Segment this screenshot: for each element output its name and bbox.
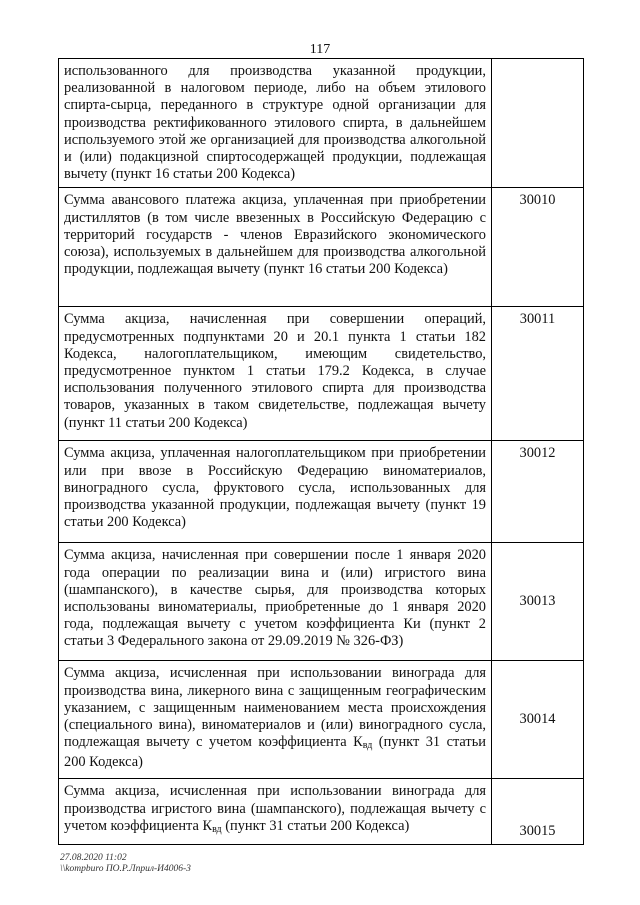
row-description: Сумма акциза, уплаченная налогоплательщиком при приобретении или при ввозе в Российскую Федерацию виноматериалов, виноградного сусла, фруктового сусла, использованных для производства указанной продукции, подлежащая вычету (пункт 19 статьи 200 Кодекса) <box>59 441 492 543</box>
page-number: 117 <box>309 42 331 57</box>
coefficient-subscript: вд <box>212 823 222 835</box>
footer-path: \\kompburo ПО.Р.Лприл-И4006-3 <box>60 864 191 874</box>
row-description: Сумма авансового платежа акциза, уплаченная при приобретении дистиллятов (в том числе ввезенных в Российскую Федерацию с территорий государств - членов Евразийского экономического союза), используемых в дальнейшем для производства алкогольной продукции, подлежащая вычету (пункт 16 статьи 200 Кодекса) <box>59 188 492 307</box>
row-description-text: Сумма акциза, исчисленная при использовании винограда для производства вина, ликерного вина с защищенным географическим указанием, с защищенным наименованием места происхождения (специального вина), виноматериалов и (или) виноградного сусла, подлежащая вычету с учетом коэффициента $К_{вд}$ (пункт 31 статьи 200 Кодекса) <box>64 665 486 771</box>
table-row <box>59 779 584 845</box>
footer-date: 27.08.2020 11:02 <box>60 853 127 863</box>
table-row <box>59 441 584 543</box>
coefficient-subscript: вд <box>362 740 373 752</box>
row-description: Сумма акциза, начисленная при совершении после 1 января 2020 года операции по реализации вина и (или) игристого вина (шампанского), в качестве сырья, для производства которых использованы виноматериалы, приобретенные до 1 января 2020 года, подлежащая вычету с учетом коэффициента Ки (пункт 2 статьи 3 Федерального закона от 29.09.2019 № 326-ФЗ) <box>59 543 492 661</box>
row-description: Сумма акциза, начисленная при совершении операций, предусмотренных подпунктами 20 и 20.1 пункта 1 статьи 182 Кодекса, налогоплательщиком, имеющим свидетельство, предусмотренное пунктом 1 статьи 179.2 Кодекса, в случае использования полученного этилового спирта для производства товаров, указанных в таком свидетельстве, подлежащая вычету (пункт 11 статьи 200 Кодекса) <box>59 307 492 441</box>
row-description <box>59 661 492 779</box>
row-code: 30015 <box>492 779 584 845</box>
row-code: 30014 <box>492 661 584 779</box>
table-row <box>59 59 584 188</box>
table-row <box>59 661 584 779</box>
table-row <box>59 188 584 307</box>
row-code: 30010 <box>492 188 584 307</box>
footer <box>60 853 191 875</box>
row-description <box>59 779 492 845</box>
row-code <box>492 59 584 188</box>
row-code: 30011 <box>492 307 584 441</box>
row-description-text: Сумма акциза, исчисленная при использовании винограда для производства игристого вина (шампанского), подлежащая вычету с учетом коэффициента $К_{вд}$ (пункт 31 статьи 200 Кодекса) <box>64 783 486 835</box>
row-code: 30013 <box>492 543 584 661</box>
table-row <box>59 543 584 661</box>
excise-codes-table <box>58 58 584 845</box>
row-code: 30012 <box>492 441 584 543</box>
table-row <box>59 307 584 441</box>
row-description: использованного для производства указанной продукции, реализованной в налоговом периоде, либо на объем этилового спирта-сырца, переданного в структуре одной организации для производства ректификованного этилового спирта, в дальнейшем используемого этой же организацией для производства алкогольной и (или) подакцизной спиртосодержащей продукции, подлежащая вычету (пункт 16 статьи 200 Кодекса) <box>59 59 492 188</box>
